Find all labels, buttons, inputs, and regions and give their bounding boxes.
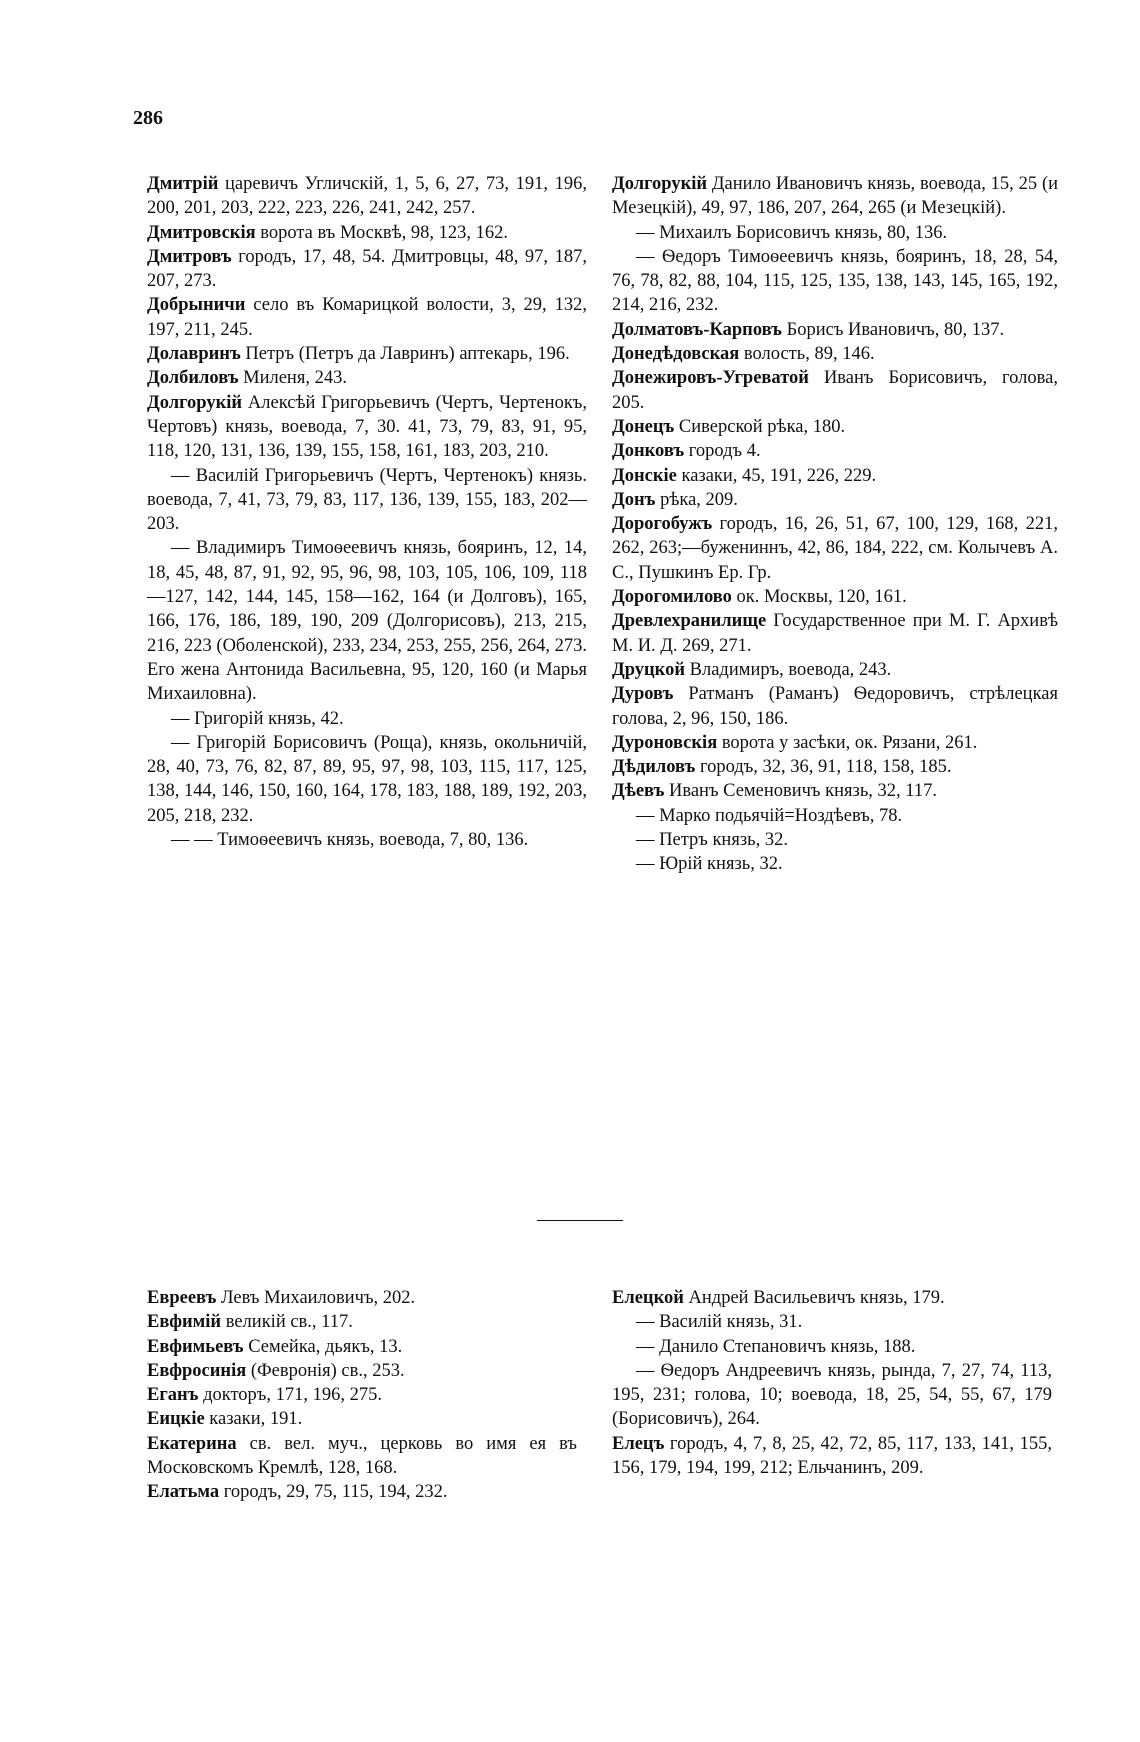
index-entry-text: Владимиръ, воевода, 243. bbox=[685, 659, 892, 680]
index-entry bbox=[612, 318, 1058, 342]
index-entry-text: — Данило Степановичъ князь, 188. bbox=[636, 1336, 916, 1357]
index-headword: Донъ bbox=[612, 489, 656, 510]
index-headword: Донецъ bbox=[612, 416, 675, 437]
index-headword: Дорогобужъ bbox=[612, 514, 713, 535]
index-entry bbox=[147, 245, 587, 294]
index-headword: Дуроновскія bbox=[612, 732, 718, 753]
index-entry-text: — Юрій князь, 32. bbox=[636, 854, 783, 875]
index-entry-text: Миленя, 243. bbox=[238, 368, 347, 389]
index-entry-text: — Григорій князь, 42. bbox=[171, 708, 344, 729]
index-headword: Дѣдиловъ bbox=[612, 757, 696, 778]
index-subentry bbox=[612, 1359, 1052, 1432]
index-subentry bbox=[147, 464, 587, 537]
index-entry bbox=[612, 585, 1058, 609]
index-entry-text: городъ, 29, 75, 115, 194, 232. bbox=[219, 1482, 448, 1503]
index-entry bbox=[147, 1407, 577, 1431]
index-entry bbox=[612, 1286, 1052, 1310]
index-headword: Друцкой bbox=[612, 659, 686, 680]
index-entry bbox=[612, 779, 1058, 803]
index-subentry bbox=[612, 245, 1058, 318]
index-entry bbox=[612, 439, 1058, 463]
index-entry-text: — Григорій Борисовичъ (Роща), князь, окольничій, 28, 40, 73, 76, 82, 87, 89, 95, 97, 98, 103, 115, 117, 125, 138, 144, 146, 150, 160, 164, 178, 183, 188, 189, 192, 203, 205, 218, 232. bbox=[147, 732, 587, 826]
index-entry-text: — Василій князь, 31. bbox=[636, 1312, 803, 1333]
index-entry bbox=[612, 1432, 1052, 1481]
index-headword: Евреевъ bbox=[147, 1288, 217, 1308]
index-entry bbox=[147, 1310, 577, 1334]
index-entry-text: городъ, 4, 7, 8, 25, 42, 72, 85, 117, 133, 141, 155, 156, 179, 194, 199, 212; Ельчанинъ, 209. bbox=[612, 1433, 1052, 1479]
index-headword: Древлехранилище bbox=[612, 611, 767, 632]
index-entry bbox=[612, 488, 1058, 512]
index-entry-text: ворота въ Москвѣ, 98, 123, 162. bbox=[255, 222, 509, 243]
index-entry-text: волость, 89, 146. bbox=[739, 344, 875, 365]
index-entry-text: — — Тимоѳеевичъ князь, воевода, 7, 80, 136. bbox=[171, 830, 529, 851]
index-subentry bbox=[612, 804, 1058, 828]
index-entry-text: Государственное при М. Г. Архивѣ М. И. Д. 269, 271. bbox=[612, 611, 1058, 656]
index-entry-text: Данило Ивановичъ князь, воевода, 15, 25 (и Мезецкій), 49, 97, 186, 207, 264, 265 (и Мезецкій). bbox=[612, 174, 1058, 219]
index-column-bottom-right bbox=[612, 1286, 1052, 1480]
index-entry-text: — Василій Григорьевичъ (Чертъ, Чертенокъ) князь. воевода, 7, 41, 73, 79, 83, 117, 136, 139, 155, 183, 202—203. bbox=[147, 465, 587, 535]
index-entry bbox=[612, 682, 1058, 731]
index-entry bbox=[147, 221, 587, 245]
index-entry bbox=[147, 1383, 577, 1407]
index-entry-text: Петръ (Петръ да Лавринъ) аптекарь, 196. bbox=[240, 344, 570, 365]
page-number: 286 bbox=[133, 107, 163, 129]
index-subentry bbox=[612, 221, 1058, 245]
index-entry-text: городъ, 16, 26, 51, 67, 100, 129, 168, 221, 262, 263;—бужениннъ, 42, 86, 184, 222, см. Колычевъ А. С., Пушкинъ Ер. Гр. bbox=[612, 514, 1058, 583]
index-entry bbox=[147, 1286, 577, 1310]
index-headword: Дуровъ bbox=[612, 684, 674, 705]
index-entry bbox=[612, 512, 1058, 585]
index-entry-text: — Владимиръ Тимоѳеевичъ князь, бояринъ, 12, 14, 18, 45, 48, 87, 91, 92, 95, 96, 98, 103, 105, 106, 109, 118—127, 142, 144, 145, 158—162, 164 (и Долговъ), 165, 166, 176, 186, 189, 190, 209 (Долгорисовъ), 213, 215, 216, 223 (Оболенской), 233, 234, 253, 255, 256, 264, 273. Его жена Антонида Васильевна, 95, 120, 160 (и Марья Михаиловна). bbox=[147, 538, 587, 705]
index-headword: Долматовъ-Карповъ bbox=[612, 319, 782, 340]
index-headword: Дорогомилово bbox=[612, 587, 732, 608]
index-entry-text: — Михаилъ Борисовичъ князь, 80, 136. bbox=[636, 222, 948, 243]
index-entry-text: царевичъ Угличскій, 1, 5, 6, 27, 73, 191, 196, 200, 201, 203, 222, 223, 226, 241, 242, 257. bbox=[147, 174, 587, 219]
index-headword: Елатьма bbox=[147, 1482, 220, 1503]
index-subentry bbox=[612, 1335, 1052, 1359]
index-headword: Дмитрій bbox=[147, 174, 219, 194]
index-entry-text: — Марко подьячій=Ноздѣевъ, 78. bbox=[636, 805, 903, 826]
index-entry-text: — Ѳедоръ Андреевичъ князь, рында, 7, 27, 74, 113, 195, 231; голова, 10; воевода, 18, 25, 54, 55, 67, 179 (Борисовичъ), 264. bbox=[612, 1360, 1052, 1430]
index-headword: Донедѣдовская bbox=[612, 344, 740, 365]
index-headword: Дмитровъ bbox=[147, 246, 232, 267]
index-entry bbox=[612, 658, 1058, 682]
index-entry bbox=[147, 1359, 577, 1383]
index-entry-text: Алексѣй Григорьевичъ (Чертъ, Чертенокъ, Чертовъ) князь, воевода, 7, 30. 41, 73, 79, 83, 91, 95, 118, 120, 131, 136, 139, 155, 158, 161, 183, 203, 210. bbox=[147, 392, 587, 462]
index-entry bbox=[147, 172, 587, 221]
index-entry bbox=[612, 464, 1058, 488]
index-headword: Елецъ bbox=[612, 1433, 665, 1454]
index-column-top-left bbox=[147, 172, 587, 852]
index-entry bbox=[612, 342, 1058, 366]
index-entry-text: — Ѳедоръ Тимоѳеевичъ князь, бояринъ, 18, 28, 54, 76, 78, 82, 88, 104, 115, 125, 135, 138, 143, 145, 165, 192, 214, 216, 232. bbox=[612, 246, 1058, 316]
index-entry bbox=[147, 1432, 577, 1481]
index-entry-text: городъ 4. bbox=[684, 441, 761, 462]
index-headword: Долгорукій bbox=[612, 174, 708, 194]
index-subentry bbox=[147, 536, 587, 706]
index-entry bbox=[147, 1480, 577, 1504]
index-entry-text: городъ, 17, 48, 54. Дмитровцы, 48, 97, 187, 207, 273. bbox=[147, 246, 587, 292]
index-headword: Дѣевъ bbox=[612, 781, 665, 802]
index-entry-text: казаки, 45, 191, 226, 229. bbox=[676, 465, 877, 486]
index-entry bbox=[147, 342, 587, 366]
index-entry-text: Иванъ Семеновичъ князь, 32, 117. bbox=[664, 781, 937, 802]
index-subentry bbox=[612, 828, 1058, 852]
index-headword: Донскіе bbox=[612, 465, 677, 486]
index-headword: Дмитровскія bbox=[147, 222, 256, 243]
index-entry-text: ворота у засѣки, ок. Рязани, 261. bbox=[717, 732, 978, 753]
index-entry-text: — Петръ князь, 32. bbox=[636, 830, 788, 851]
index-headword: Добрыничи bbox=[147, 295, 246, 316]
index-subentry bbox=[612, 852, 1058, 876]
index-subentry bbox=[147, 707, 587, 731]
index-entry bbox=[612, 366, 1058, 415]
index-entry-text: Левъ Михаиловичъ, 202. bbox=[216, 1288, 416, 1308]
index-headword: Долгорукій bbox=[147, 392, 243, 413]
index-entry bbox=[612, 755, 1058, 779]
index-entry-text: Семейка, дьякъ, 13. bbox=[243, 1336, 403, 1357]
index-entry-text: Борисъ Ивановичъ, 80, 137. bbox=[781, 319, 1005, 340]
index-entry bbox=[612, 609, 1058, 658]
index-entry-text: казаки, 191. bbox=[204, 1409, 303, 1430]
index-column-bottom-left bbox=[147, 1286, 577, 1505]
index-entry-text: Сиверской рѣка, 180. bbox=[674, 416, 846, 437]
index-subentry bbox=[612, 1310, 1052, 1334]
index-headword: Еганъ bbox=[147, 1385, 199, 1406]
index-headword: Еицкіе bbox=[147, 1409, 205, 1430]
index-entry-text: св. вел. муч., церковь во имя ея въ Московскомъ Кремлѣ, 128, 168. bbox=[147, 1433, 577, 1479]
index-headword: Евфимьевъ bbox=[147, 1336, 244, 1357]
index-subentry bbox=[147, 731, 587, 828]
index-headword: Елецкой bbox=[612, 1288, 684, 1308]
index-headword: Долбиловъ bbox=[147, 368, 239, 389]
index-entry bbox=[147, 366, 587, 390]
index-headword: Евфимій bbox=[147, 1312, 222, 1333]
index-entry-text: Иванъ Борисовичъ, голова, 205. bbox=[612, 368, 1058, 413]
index-entry-text: Андрей Васильевичъ князь, 179. bbox=[683, 1288, 945, 1308]
index-entry-text: докторъ, 171, 196, 275. bbox=[198, 1385, 383, 1406]
index-headword: Долавринъ bbox=[147, 344, 241, 365]
index-entry-text: рѣка, 209. bbox=[655, 489, 738, 510]
index-headword: Донежировъ-Угреватой bbox=[612, 368, 809, 389]
index-entry-text: Ратманъ (Раманъ) Ѳедоровичъ, стрѣлецкая голова, 2, 96, 150, 186. bbox=[612, 684, 1058, 729]
index-entry-text: (Февронія) св., 253. bbox=[246, 1360, 405, 1381]
index-entry-text: великій св., 117. bbox=[221, 1312, 353, 1333]
index-headword: Екатерина bbox=[147, 1433, 237, 1454]
index-entry bbox=[147, 1335, 577, 1359]
index-entry bbox=[147, 293, 587, 342]
index-entry bbox=[612, 731, 1058, 755]
index-subentry bbox=[147, 828, 587, 852]
index-column-top-right bbox=[612, 172, 1058, 877]
index-entry bbox=[147, 391, 587, 464]
index-entry bbox=[612, 172, 1058, 221]
index-headword: Донковъ bbox=[612, 441, 685, 462]
index-entry-text: городъ, 32, 36, 91, 118, 158, 185. bbox=[695, 757, 952, 778]
index-entry bbox=[612, 415, 1058, 439]
index-entry-text: ок. Москвы, 120, 161. bbox=[731, 587, 907, 608]
index-headword: Евфросинія bbox=[147, 1360, 247, 1381]
index-entry-text: село въ Комарицкой волости, 3, 29, 132, 197, 211, 245. bbox=[147, 295, 587, 340]
section-divider bbox=[537, 1220, 623, 1221]
